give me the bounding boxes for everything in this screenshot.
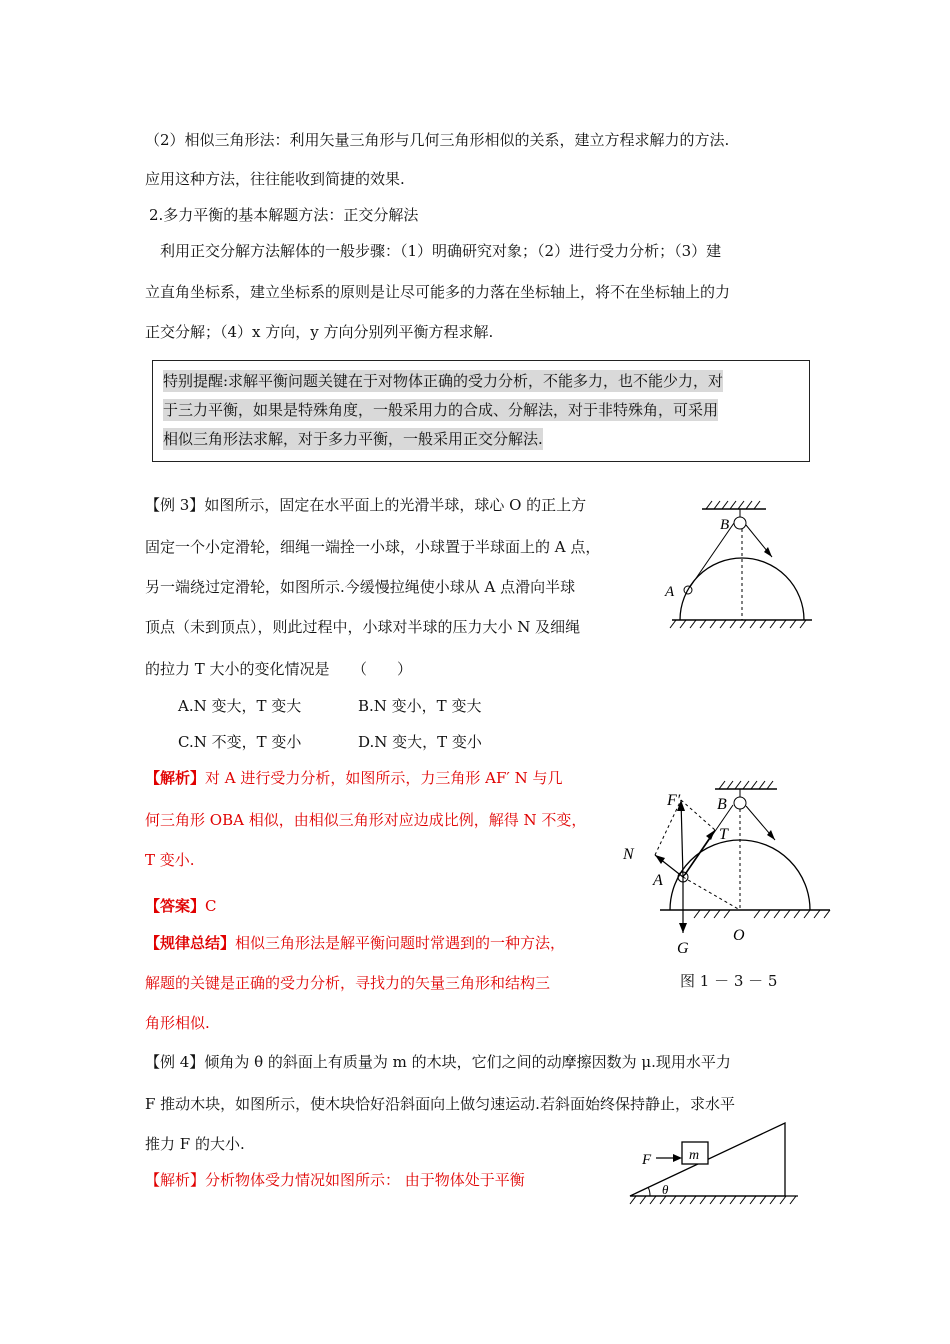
fig2-label-a: A <box>653 872 663 889</box>
summary-text1: 相似三角形法是解平衡问题时常遇到的一种方法， <box>235 934 566 952</box>
fig1-label-b: B <box>720 517 730 533</box>
pulley-icon <box>734 517 746 529</box>
option-a: A.N 变大，T 变大 <box>178 697 302 715</box>
section2-line3: 正交分解；（4）x 方向，y 方向分别列平衡方程求解. <box>145 323 494 341</box>
pulley-icon-2 <box>734 797 746 809</box>
analysis-tag: 【解析】 <box>145 769 206 787</box>
section2-heading: 2.多力平衡的基本解题方法：正交分解法 <box>149 206 419 224</box>
figure-incline-block <box>630 1118 810 1206</box>
option-b: B.N 变小，T 变大 <box>358 697 482 715</box>
fig1-label-a: A <box>665 584 675 600</box>
reminder-line1: 特别提醒:求解平衡问题关键在于对物体正确的受力分析，不能多力，也不能少力，对 <box>163 372 724 390</box>
similar-triangle-method-line1: （2）相似三角形法：利用矢量三角形与几何三角形相似的关系，建立方程求解力的方法. <box>145 131 730 149</box>
summary-line3: 角形相似. <box>145 1014 210 1032</box>
summary-line2: 解题的关键是正确的受力分析，寻找力的矢量三角形和结构三 <box>145 974 551 992</box>
example3-analysis-line1 <box>145 768 562 788</box>
example3-line4: 顶点（未到顶点），则此过程中，小球对半球的压力大小 N 及细绳 <box>145 618 581 636</box>
fig2-label-g: G <box>677 940 689 957</box>
summary-line1 <box>145 933 565 953</box>
example3-text1: 如图所示，固定在水平面上的光滑半球，球心 O 的正上方 <box>204 496 587 514</box>
fig3-label-f: F <box>642 1152 652 1168</box>
fig2-label-o: O <box>733 927 745 944</box>
example3-answer <box>145 896 217 916</box>
example3-line3: 另一端绕过定滑轮，如图所示.今缓慢拉绳使小球从 A 点滑向半球 <box>145 578 576 596</box>
analysis-text1: 对 A 进行受力分析，如图所示，力三角形 AF′ N 与几 <box>205 769 563 787</box>
example3-analysis-line2: 何三角形 OBA 相似，由相似三角形对应边成比例，解得 N 不变， <box>145 811 587 829</box>
answer-value: C <box>205 897 217 915</box>
example4-text1: 倾角为 θ 的斜面上有质量为 m 的木块，它们之间的动摩擦因数为 μ.现用水平力 <box>204 1053 731 1071</box>
example4-analysis-text: 分析物体受力情况如图所示： 由于物体处于平衡 <box>205 1171 525 1189</box>
similar-triangle-method-line2: 应用这种方法，往往能收到简捷的效果. <box>145 170 405 188</box>
example4-line3: 推力 F 的大小. <box>145 1135 245 1153</box>
option-d: D.N 变大，T 变小 <box>358 733 482 751</box>
example4-line2: F 推动木块，如图所示，使木块恰好沿斜面向上做匀速运动.若斜面始终保持静止，求水平 <box>145 1095 735 1113</box>
example3-line2: 固定一个小定滑轮，细绳一端拴一小球，小球置于半球面上的 A 点， <box>145 538 601 556</box>
section2-line2: 立直角坐标系，建立坐标系的原则是让尽可能多的力落在坐标轴上，将不在坐标轴上的力 <box>145 283 731 301</box>
fig3-label-theta: θ <box>662 1182 669 1197</box>
special-reminder-box <box>152 360 810 462</box>
example4-analysis-tag: 【解析】 <box>145 1171 206 1189</box>
example3-tag: 【例 3】 <box>145 496 205 514</box>
example3-analysis-line3: T 变小. <box>145 851 195 869</box>
figure-hemisphere-pulley <box>660 495 820 635</box>
example3-line1 <box>145 495 586 515</box>
fig2-label-n: N <box>623 846 634 863</box>
example3-line5: 的拉力 T 大小的变化情况是 （ ） <box>145 660 413 678</box>
fig2-label-f: F′ <box>667 792 681 809</box>
fig3-label-m: m <box>689 1148 700 1163</box>
fig2-label-t: T <box>719 826 728 843</box>
summary-tag: 【规律总结】 <box>145 934 236 952</box>
section2-line1: 利用正交分解方法解体的一般步骤：（1）明确研究对象；（2）进行受力分析；（3）建 <box>160 242 722 260</box>
reminder-line3: 相似三角形法求解，对于多力平衡，一般采用正交分解法. <box>163 430 543 448</box>
option-c: C.N 不变，T 变小 <box>178 733 302 751</box>
example4-analysis <box>145 1170 525 1190</box>
example4-line1 <box>145 1052 731 1072</box>
figure-caption: 图 1 － 3 － 5 <box>680 972 778 990</box>
answer-tag: 【答案】 <box>145 897 206 915</box>
reminder-line2: 于三力平衡，如果是特殊角度，一般采用力的合成、分解法，对于非特殊角，可采用 <box>163 401 719 419</box>
figure-force-analysis <box>615 775 835 960</box>
fig2-label-b: B <box>717 796 727 813</box>
example4-tag: 【例 4】 <box>145 1053 205 1071</box>
